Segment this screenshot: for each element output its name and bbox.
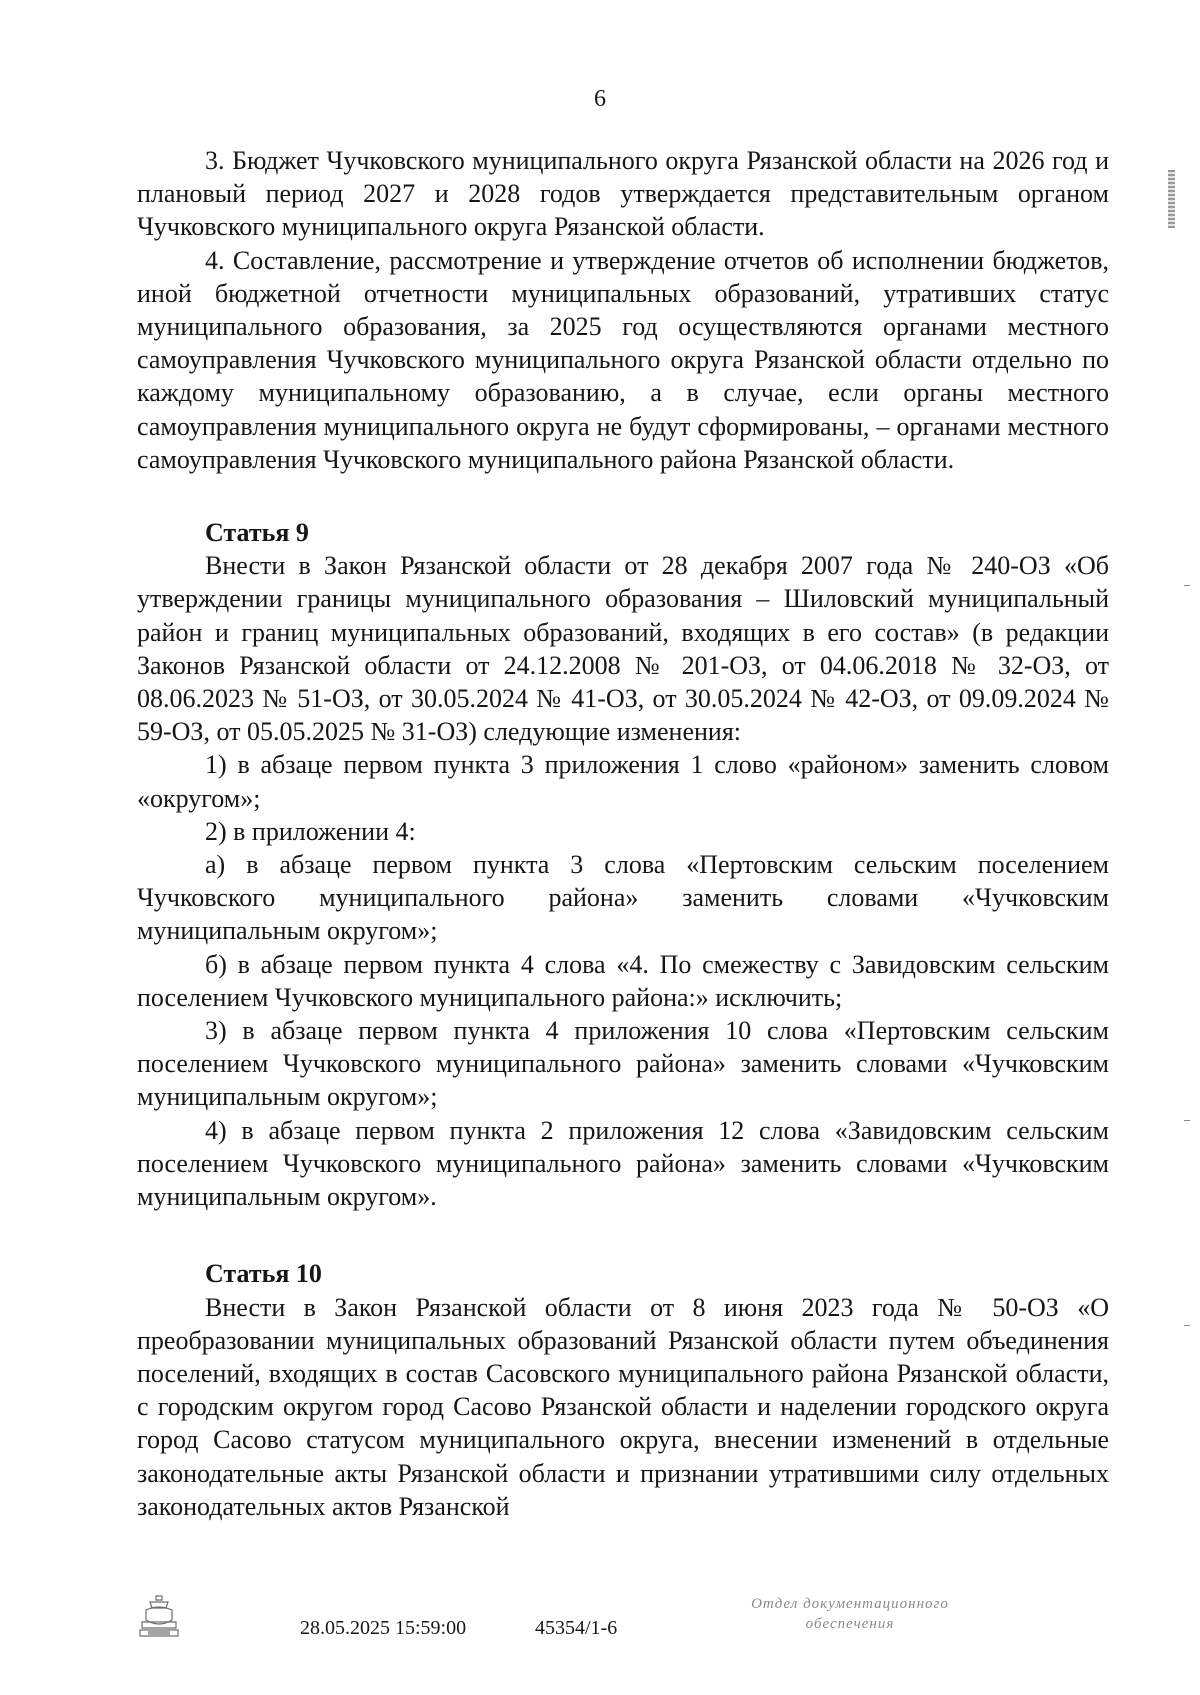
page-number: 6 — [594, 86, 606, 112]
scan-artifact — [1184, 1120, 1190, 1121]
footer-stamp-line1: Отдел документационного — [751, 1596, 949, 1612]
article-9-intro: Внести в Закон Рязанской области от 28 декабря 2007 года № 240-ОЗ «Об утверждении границы муниципального образования – Шиловский муниципальный район и границ муниципальных образований, входящих в его состав» (в редакции Законов Рязанской области от 24.12.2008 № 201-ОЗ, от 04.06.2018 № 32-ОЗ, от 08.06.2023 № 51-ОЗ, от 30.05.2024 № 41-ОЗ, от 30.05.2024 № 42-ОЗ, от 09.09.2024 № 59-ОЗ, от 05.05.2025 № 31-ОЗ) следующие изменения: — [137, 551, 1109, 747]
article-9-item-4: 4) в абзаце первом пункта 2 приложения 12 слова «Завидовским сельским поселением Чучковского муниципального района» заменить словами «Чучковским муниципальным округом». — [137, 1115, 1109, 1212]
footer-stamp-line2: обеспечения — [805, 1616, 895, 1632]
document-body — [137, 144, 1109, 1523]
article-9-item-1: 1) в абзаце первом пункта 3 приложения 1 слово «районом» заменить словом «округом»; — [137, 750, 1109, 813]
article-9-item-2: 2) в приложении 4: — [205, 816, 416, 846]
footer-datetime: 28.05.2025 15:59:00 — [300, 1617, 467, 1639]
article-10-intro: Внести в Закон Рязанской области от 8 июня 2023 года № 50-ОЗ «О преобразовании муниципальных образований Рязанской области путем объединения поселений, входящих в состав Сасовского муниципального района Рязанской области, с городским округом город Сасово Рязанской области и наделении городского округа город Сасово статусом муниципального округа, внесении изменений в отдельные законодательные акты Рязанской области и признании утратившими силу отдельных законодательных актов Рязанской — [137, 1292, 1109, 1521]
coat-of-arms-icon — [136, 1592, 182, 1640]
scan-artifact — [1184, 585, 1190, 586]
article-9-item-3: 3) в абзаце первом пункта 4 приложения 10 слова «Пертовским сельским поселением Чучковского муниципального района» заменить словами «Чучковским муниципальным округом»; — [137, 1016, 1109, 1112]
scan-artifact — [1168, 170, 1175, 228]
paragraph-3: 3. Бюджет Чучковского муниципального округа Рязанской области на 2026 год и плановый период 2027 и 2028 годов утверждается представительным органом Чучковского муниципального округа Рязанской области. — [137, 146, 1109, 242]
article-10-heading: Статья 10 — [205, 1259, 322, 1289]
footer-doc-number: 45354/1-6 — [535, 1617, 618, 1639]
article-9-item-2b: б) в абзаце первом пункта 4 слова «4. По смежеству с Завидовским сельским поселением Чучковского муниципального района:» исключить; — [137, 949, 1109, 1012]
paragraph-4: 4. Составление, рассмотрение и утверждение отчетов об исполнении бюджетов, иной бюджетной отчетности муниципальных образований, утративших статус муниципального образования, за 2025 год осуществляются органами местного самоуправления Чучковского муниципального округа Рязанской области отдельно по каждому муниципальному образованию, а в случае, если органы местного самоуправления муниципального округа не будут сформированы, – органами местного самоуправления Чучковского муниципального района Рязанской области. — [137, 245, 1109, 474]
article-9-heading: Статья 9 — [205, 518, 309, 548]
article-9-item-2a: а) в абзаце первом пункта 3 слова «Пертовским сельским поселением Чучковского муниципального района» заменить словами «Чучковским муниципальным округом»; — [137, 850, 1109, 946]
footer-stamp — [700, 1594, 1000, 1634]
scan-artifact — [1184, 1325, 1190, 1326]
